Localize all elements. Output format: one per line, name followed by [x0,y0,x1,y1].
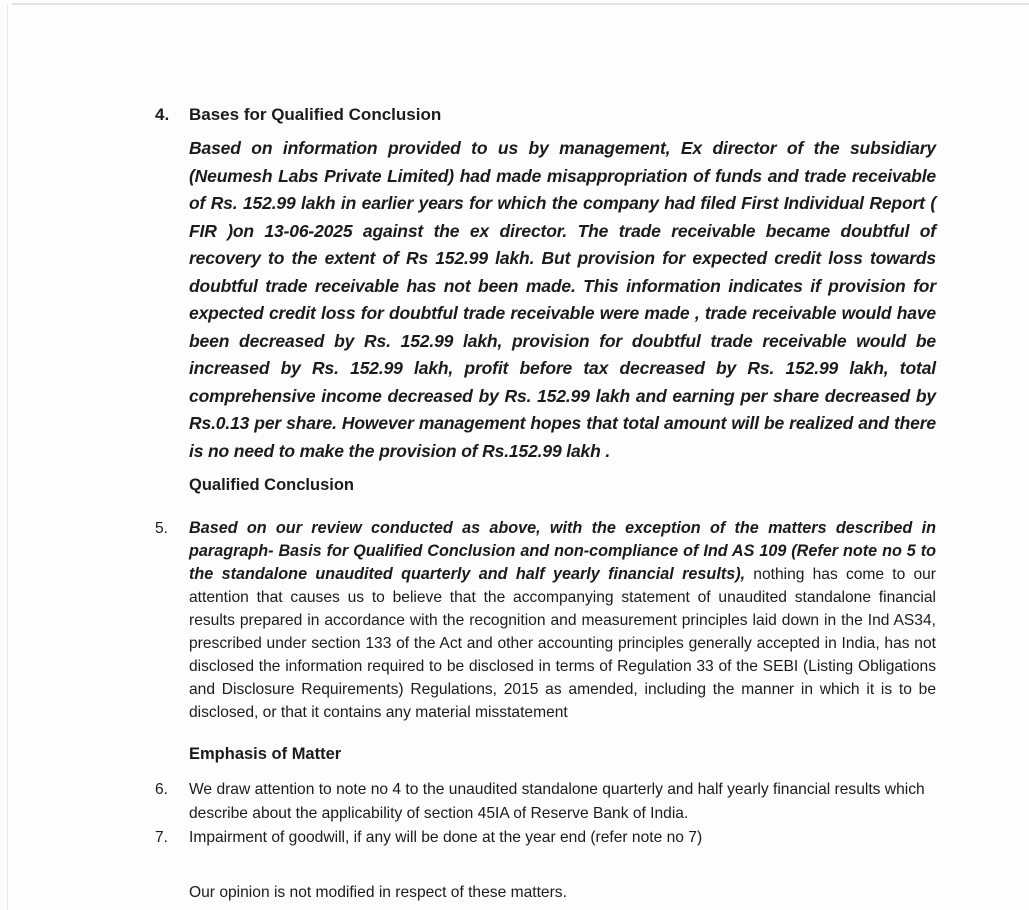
scan-top-edge-line [12,3,1029,5]
section-5-number: 5. [155,520,169,537]
section-6-number: 6. [155,781,169,798]
section-4-body: Based on information provided to us by management, Ex director of the subsidiary (Neumesh Labs Private Limited) had made misappropriation of funds and trade receivable of Rs. 152.99 lakh in earlier years for which the company had filed First Individual Report ( FIR )on 13-06-2025 against the ex director. The trade receivable became doubtful of recovery to the extent of Rs 152.99 lakh. But provision for expected credit loss towards doubtful trade receivable has not been made. This information indicates if provision for expected credit loss for doubtful trade receivable were made , trade receivable would have been decreased by Rs. 152.99 lakh, provision for doubtful trade receivable would be increased by Rs. 152.99 lakh, profit before tax decreased by Rs. 152.99 lakh, total comprehensive income decreased by Rs. 152.99 lakh and earning per share decreased by Rs.0.13 per share. However management hopes that total amount will be realized and there is no need to make the provision of Rs.152.99 lakh . [189,138,936,461]
emphasis-of-matter-heading: Emphasis of Matter [189,745,342,763]
qualified-conclusion-heading: Qualified Conclusion [189,476,355,494]
section-7 [155,826,936,850]
section-4-number: 4. [155,105,170,124]
scan-left-edge-line [7,5,8,910]
section-5 [155,517,936,724]
section-6-body: We draw attention to note no 4 to the unaudited standalone quarterly and half yearly financial results which describe about the applicability of section 45IA of Reserve Bank of India. [189,781,925,822]
section-4-heading: Bases for Qualified Conclusion [189,105,442,124]
section-5-body [189,517,936,724]
section-5-rest: nothing has come to our attention that causes us to believe that the accompanying statement of unaudited standalone financial results prepared in accordance with the recognition and measurement principles laid down in the Ind AS34, prescribed under section 133 of the Act and other accounting principles generally accepted in India, has not disclosed the information required to be disclosed in terms of Regulation 33 of the SEBI (Listing Obligations and Disclosure Requirements) Regulations, 2015 as amended, including the manner in which it is to be disclosed, or that it contains any material misstatement [189,566,936,721]
section-7-number: 7. [155,829,169,846]
section-7-body: Impairment of goodwill, if any will be done at the year end (refer note no 7) [189,829,703,846]
opinion-not-modified-statement: Our opinion is not modified in respect of these matters. [189,884,567,901]
section-5-lead-bold-italic: Based on our review conducted as above, with the exception of the matters described in paragraph- Basis for Qualified Conclusion and non-compliance of Ind AS 109 (Refer note no 5 to the standalone unaudited quarterly and half yearly financial results), [189,519,936,583]
section-6 [155,778,936,826]
audit-report-page [155,104,936,904]
section-4 [155,104,936,126]
